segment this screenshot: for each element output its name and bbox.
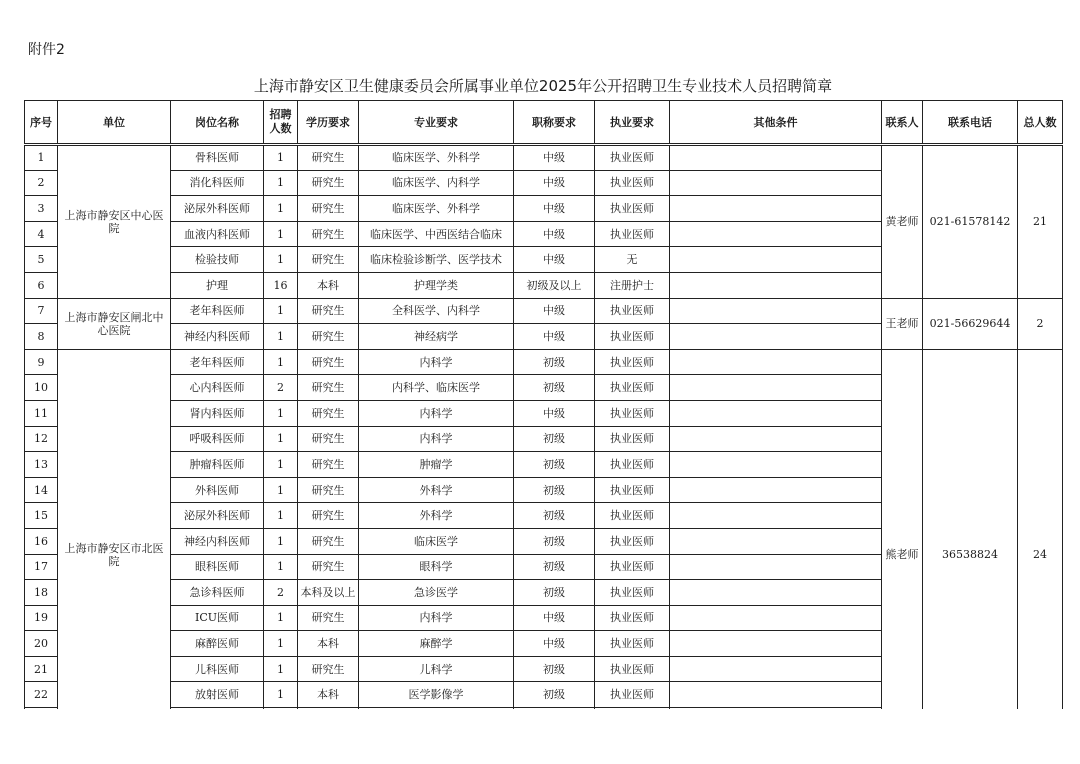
title-requirement-cell: 初级 — [514, 656, 595, 682]
header-position: 岗位名称 — [171, 101, 264, 145]
license-cell: 执业医师 — [595, 631, 670, 657]
phone-cell: 021-56629644 — [923, 298, 1018, 349]
position-cell: 肾内科医师 — [171, 400, 264, 426]
education-cell — [298, 708, 359, 709]
phone-cell: 36538824 — [923, 349, 1018, 709]
education-cell: 研究生 — [298, 221, 359, 247]
headcount-cell: 1 — [264, 528, 298, 554]
position-cell: ICU医师 — [171, 605, 264, 631]
serial-no-cell: 12 — [25, 426, 58, 452]
other-conditions-cell — [670, 656, 882, 682]
headcount-cell: 1 — [264, 426, 298, 452]
other-conditions-cell — [670, 452, 882, 478]
other-conditions-cell — [670, 426, 882, 452]
header-total-headcount: 总人数 — [1018, 101, 1063, 145]
serial-no-cell: 14 — [25, 477, 58, 503]
major-cell: 临床医学、中西医结合临床 — [359, 221, 514, 247]
education-cell: 研究生 — [298, 554, 359, 580]
major-cell: 内科学、临床医学 — [359, 375, 514, 401]
major-cell: 临床医学、外科学 — [359, 145, 514, 171]
major-cell: 临床医学、外科学 — [359, 196, 514, 222]
major-cell — [359, 708, 514, 709]
education-cell: 本科 — [298, 272, 359, 298]
title-requirement-cell: 初级及以上 — [514, 272, 595, 298]
other-conditions-cell — [670, 272, 882, 298]
other-conditions-cell — [670, 324, 882, 350]
serial-no-cell: 20 — [25, 631, 58, 657]
other-conditions-cell — [670, 503, 882, 529]
education-cell: 研究生 — [298, 375, 359, 401]
title-requirement-cell: 中级 — [514, 145, 595, 171]
serial-no-cell: 8 — [25, 324, 58, 350]
recruitment-table — [24, 100, 1063, 709]
other-conditions-cell — [670, 375, 882, 401]
other-conditions-cell — [670, 605, 882, 631]
major-cell: 临床医学 — [359, 528, 514, 554]
education-cell: 研究生 — [298, 349, 359, 375]
position-cell: 消化科医师 — [171, 170, 264, 196]
license-cell: 执业医师 — [595, 528, 670, 554]
serial-no-cell: 6 — [25, 272, 58, 298]
title-requirement-cell: 初级 — [514, 375, 595, 401]
headcount-cell: 1 — [264, 605, 298, 631]
headcount-cell: 1 — [264, 170, 298, 196]
serial-no-cell — [25, 708, 58, 709]
serial-no-cell: 22 — [25, 682, 58, 708]
headcount-cell: 2 — [264, 375, 298, 401]
title-requirement-cell: 初级 — [514, 528, 595, 554]
major-cell: 内科学 — [359, 426, 514, 452]
major-cell: 内科学 — [359, 605, 514, 631]
title-requirement-cell: 中级 — [514, 400, 595, 426]
license-cell: 执业医师 — [595, 324, 670, 350]
headcount-cell: 1 — [264, 477, 298, 503]
education-cell: 研究生 — [298, 145, 359, 171]
header-major: 专业要求 — [359, 101, 514, 145]
title-requirement-cell: 初级 — [514, 349, 595, 375]
serial-no-cell: 15 — [25, 503, 58, 529]
headcount-cell: 1 — [264, 400, 298, 426]
table-body — [25, 145, 1063, 710]
position-cell: 血液内科医师 — [171, 221, 264, 247]
license-cell: 执业医师 — [595, 605, 670, 631]
other-conditions-cell — [670, 477, 882, 503]
other-conditions-cell — [670, 554, 882, 580]
contact-person-cell: 熊老师 — [882, 349, 923, 709]
serial-no-cell: 19 — [25, 605, 58, 631]
major-cell: 临床医学、内科学 — [359, 170, 514, 196]
other-conditions-cell — [670, 682, 882, 708]
education-cell: 研究生 — [298, 503, 359, 529]
unit-cell: 上海市静安区市北医院 — [58, 349, 171, 709]
table-container — [24, 100, 1064, 709]
major-cell: 临床检验诊断学、医学技术 — [359, 247, 514, 273]
title-requirement-cell: 中级 — [514, 298, 595, 324]
position-cell: 老年科医师 — [171, 349, 264, 375]
other-conditions-cell — [670, 247, 882, 273]
license-cell: 无 — [595, 247, 670, 273]
header-row — [25, 101, 1063, 145]
education-cell: 研究生 — [298, 247, 359, 273]
headcount-cell — [264, 708, 298, 709]
position-cell: 老年科医师 — [171, 298, 264, 324]
title-requirement-cell: 初级 — [514, 477, 595, 503]
license-cell: 执业医师 — [595, 656, 670, 682]
other-conditions-cell — [670, 196, 882, 222]
position-cell: 神经内科医师 — [171, 528, 264, 554]
position-cell: 心内科医师 — [171, 375, 264, 401]
title-requirement-cell: 中级 — [514, 631, 595, 657]
license-cell: 执业医师 — [595, 477, 670, 503]
license-cell — [595, 708, 670, 709]
education-cell: 研究生 — [298, 528, 359, 554]
headcount-cell: 1 — [264, 247, 298, 273]
serial-no-cell: 18 — [25, 580, 58, 606]
major-cell: 外科学 — [359, 503, 514, 529]
position-cell: 外科医师 — [171, 477, 264, 503]
headcount-cell: 16 — [264, 272, 298, 298]
serial-no-cell: 11 — [25, 400, 58, 426]
headcount-cell: 1 — [264, 503, 298, 529]
education-cell: 研究生 — [298, 452, 359, 478]
other-conditions-cell — [670, 221, 882, 247]
education-cell: 研究生 — [298, 605, 359, 631]
attachment-label: 附件2 — [28, 42, 65, 58]
headcount-cell: 1 — [264, 631, 298, 657]
title-requirement-cell: 初级 — [514, 452, 595, 478]
position-cell: 呼吸科医师 — [171, 426, 264, 452]
serial-no-cell: 13 — [25, 452, 58, 478]
header-license: 执业要求 — [595, 101, 670, 145]
position-cell: 眼科医师 — [171, 554, 264, 580]
license-cell: 执业医师 — [595, 426, 670, 452]
major-cell: 内科学 — [359, 349, 514, 375]
license-cell: 执业医师 — [595, 503, 670, 529]
other-conditions-cell — [670, 349, 882, 375]
other-conditions-cell — [670, 400, 882, 426]
education-cell: 研究生 — [298, 656, 359, 682]
serial-no-cell: 7 — [25, 298, 58, 324]
unit-cell: 上海市静安区闸北中心医院 — [58, 298, 171, 349]
position-cell: 麻醉医师 — [171, 631, 264, 657]
document-title: 上海市静安区卫生健康委员会所属事业单位2025年公开招聘卫生专业技术人员招聘简章 — [253, 77, 833, 95]
total-headcount-cell: 21 — [1018, 145, 1063, 299]
major-cell: 外科学 — [359, 477, 514, 503]
license-cell: 执业医师 — [595, 452, 670, 478]
education-cell: 研究生 — [298, 170, 359, 196]
education-cell: 研究生 — [298, 400, 359, 426]
major-cell: 内科学 — [359, 400, 514, 426]
headcount-cell: 1 — [264, 298, 298, 324]
position-cell — [171, 708, 264, 709]
position-cell: 检验技师 — [171, 247, 264, 273]
title-requirement-cell: 中级 — [514, 170, 595, 196]
position-cell: 护理 — [171, 272, 264, 298]
license-cell: 执业医师 — [595, 221, 670, 247]
headcount-cell: 1 — [264, 349, 298, 375]
total-headcount-cell: 24 — [1018, 349, 1063, 709]
header-phone: 联系电话 — [923, 101, 1018, 145]
serial-no-cell: 17 — [25, 554, 58, 580]
other-conditions-cell — [670, 631, 882, 657]
position-cell: 泌尿外科医师 — [171, 196, 264, 222]
headcount-cell: 1 — [264, 145, 298, 171]
title-requirement-cell: 初级 — [514, 554, 595, 580]
headcount-cell: 1 — [264, 682, 298, 708]
education-cell: 研究生 — [298, 426, 359, 452]
other-conditions-cell — [670, 580, 882, 606]
license-cell: 执业医师 — [595, 298, 670, 324]
header-headcount: 招聘人数 — [264, 101, 298, 145]
serial-no-cell: 1 — [25, 145, 58, 171]
serial-no-cell: 5 — [25, 247, 58, 273]
license-cell: 执业医师 — [595, 145, 670, 171]
other-conditions-cell — [670, 145, 882, 171]
headcount-cell: 2 — [264, 580, 298, 606]
license-cell: 注册护士 — [595, 272, 670, 298]
serial-no-cell: 16 — [25, 528, 58, 554]
contact-person-cell: 黄老师 — [882, 145, 923, 299]
position-cell: 儿科医师 — [171, 656, 264, 682]
education-cell: 研究生 — [298, 298, 359, 324]
header-serial-no: 序号 — [25, 101, 58, 145]
headcount-cell: 1 — [264, 196, 298, 222]
title-requirement-cell: 初级 — [514, 426, 595, 452]
header-contact-person: 联系人 — [882, 101, 923, 145]
major-cell: 眼科学 — [359, 554, 514, 580]
header-other-conditions: 其他条件 — [670, 101, 882, 145]
education-cell: 研究生 — [298, 324, 359, 350]
license-cell: 执业医师 — [595, 196, 670, 222]
title-requirement-cell: 中级 — [514, 324, 595, 350]
serial-no-cell: 4 — [25, 221, 58, 247]
major-cell: 麻醉学 — [359, 631, 514, 657]
education-cell: 本科及以上 — [298, 580, 359, 606]
other-conditions-cell — [670, 170, 882, 196]
position-cell: 骨科医师 — [171, 145, 264, 171]
license-cell: 执业医师 — [595, 349, 670, 375]
license-cell: 执业医师 — [595, 170, 670, 196]
major-cell: 护理学类 — [359, 272, 514, 298]
table-row — [25, 145, 1063, 171]
contact-person-cell: 王老师 — [882, 298, 923, 349]
position-cell: 泌尿外科医师 — [171, 503, 264, 529]
license-cell: 执业医师 — [595, 554, 670, 580]
position-cell: 放射医师 — [171, 682, 264, 708]
other-conditions-cell — [670, 708, 882, 709]
major-cell: 儿科学 — [359, 656, 514, 682]
other-conditions-cell — [670, 528, 882, 554]
serial-no-cell: 10 — [25, 375, 58, 401]
license-cell: 执业医师 — [595, 682, 670, 708]
education-cell: 研究生 — [298, 477, 359, 503]
major-cell: 神经病学 — [359, 324, 514, 350]
major-cell: 肿瘤学 — [359, 452, 514, 478]
position-cell: 神经内科医师 — [171, 324, 264, 350]
serial-no-cell: 2 — [25, 170, 58, 196]
header-unit: 单位 — [58, 101, 171, 145]
other-conditions-cell — [670, 298, 882, 324]
title-requirement-cell: 中级 — [514, 196, 595, 222]
title-requirement-cell: 初级 — [514, 580, 595, 606]
title-requirement-cell: 中级 — [514, 247, 595, 273]
title-requirement-cell: 初级 — [514, 503, 595, 529]
headcount-cell: 1 — [264, 554, 298, 580]
serial-no-cell: 9 — [25, 349, 58, 375]
header-title-requirement: 职称要求 — [514, 101, 595, 145]
title-requirement-cell — [514, 708, 595, 709]
license-cell: 执业医师 — [595, 400, 670, 426]
license-cell: 执业医师 — [595, 580, 670, 606]
major-cell: 全科医学、内科学 — [359, 298, 514, 324]
education-cell: 本科 — [298, 631, 359, 657]
major-cell: 急诊医学 — [359, 580, 514, 606]
serial-no-cell: 3 — [25, 196, 58, 222]
phone-cell: 021-61578142 — [923, 145, 1018, 299]
headcount-cell: 1 — [264, 324, 298, 350]
major-cell: 医学影像学 — [359, 682, 514, 708]
position-cell: 急诊科医师 — [171, 580, 264, 606]
headcount-cell: 1 — [264, 656, 298, 682]
table-row — [25, 349, 1063, 375]
total-headcount-cell: 2 — [1018, 298, 1063, 349]
table-row — [25, 298, 1063, 324]
headcount-cell: 1 — [264, 221, 298, 247]
serial-no-cell: 21 — [25, 656, 58, 682]
position-cell: 肿瘤科医师 — [171, 452, 264, 478]
headcount-cell: 1 — [264, 452, 298, 478]
title-requirement-cell: 初级 — [514, 682, 595, 708]
education-cell: 研究生 — [298, 196, 359, 222]
education-cell: 本科 — [298, 682, 359, 708]
unit-cell: 上海市静安区中心医院 — [58, 145, 171, 299]
title-requirement-cell: 中级 — [514, 605, 595, 631]
license-cell: 执业医师 — [595, 375, 670, 401]
title-requirement-cell: 中级 — [514, 221, 595, 247]
header-education: 学历要求 — [298, 101, 359, 145]
